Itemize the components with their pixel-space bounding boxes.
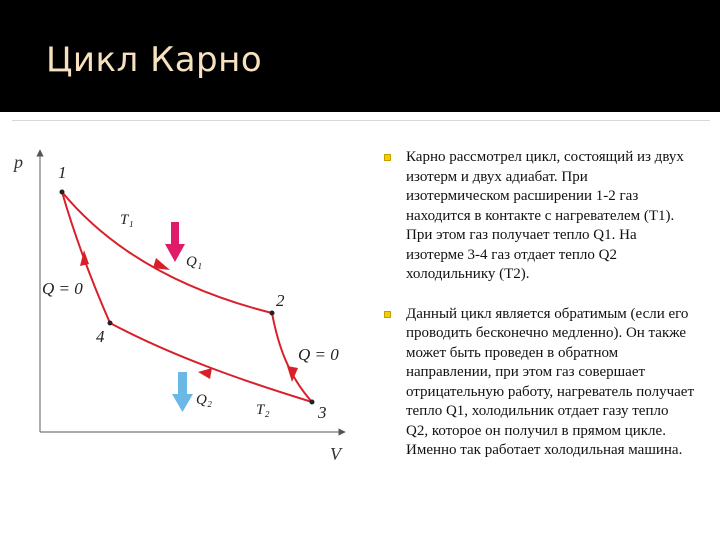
bullet-item <box>384 148 694 285</box>
bullet-square-icon <box>384 311 391 318</box>
point-2-label: 2 <box>276 291 285 310</box>
temp-hot-label: T₁ <box>120 212 134 228</box>
temp-cold-label: T₂ <box>256 402 270 418</box>
bullet-text: Карно рассмотрел цикл, состоящий из двух изотерм и двух адиабат. При изотермическом расширении 1-2 газ находится в контакте с нагревателем (T1). При этом газ получает тепло Q1. На изотерме 3-4 газ отдает тепло Q2 холодильнику (T2). <box>406 149 684 282</box>
heat-out-arrow <box>172 372 193 412</box>
point-3 <box>310 400 315 405</box>
slide-content <box>384 148 694 461</box>
isotherm-3-4 <box>110 323 312 402</box>
adiabat-right-label: Q = 0 <box>298 345 339 364</box>
direction-arrow-3-4 <box>198 368 212 379</box>
isotherm-1-2 <box>62 192 272 313</box>
bullet-square-icon <box>384 154 391 161</box>
slide-frame-line <box>12 120 710 121</box>
heat-out-label: Q₂ <box>196 392 213 408</box>
heat-in-arrow <box>165 222 185 262</box>
adiabat-left-label: Q = 0 <box>42 279 83 298</box>
point-4 <box>108 321 113 326</box>
point-2 <box>270 311 275 316</box>
heat-in-label: Q₁ <box>186 254 203 270</box>
carnot-cycle-diagram <box>0 140 370 470</box>
direction-arrow-1-2 <box>153 258 170 270</box>
slide-title: Цикл Карно <box>46 40 263 80</box>
point-1-label: 1 <box>58 163 67 182</box>
title-bar <box>0 0 720 112</box>
bullet-text: Данный цикл является обратимым (если его проводить бесконечно медленно). Он также может быть проведен в обратном направлении, при этом газ совершает отрицательную работу, нагреватель получает тепло Q1, холодильник отдает газу тепло Q2, которое он получил в прямом цикле. Именно так работает холодильная машина. <box>406 305 695 458</box>
p-axis-label: p <box>14 152 23 172</box>
v-axis-label: V <box>330 444 341 464</box>
point-3-label: 3 <box>318 403 327 422</box>
bullet-item <box>384 305 694 461</box>
point-4-label: 4 <box>96 327 105 346</box>
point-1 <box>60 190 65 195</box>
